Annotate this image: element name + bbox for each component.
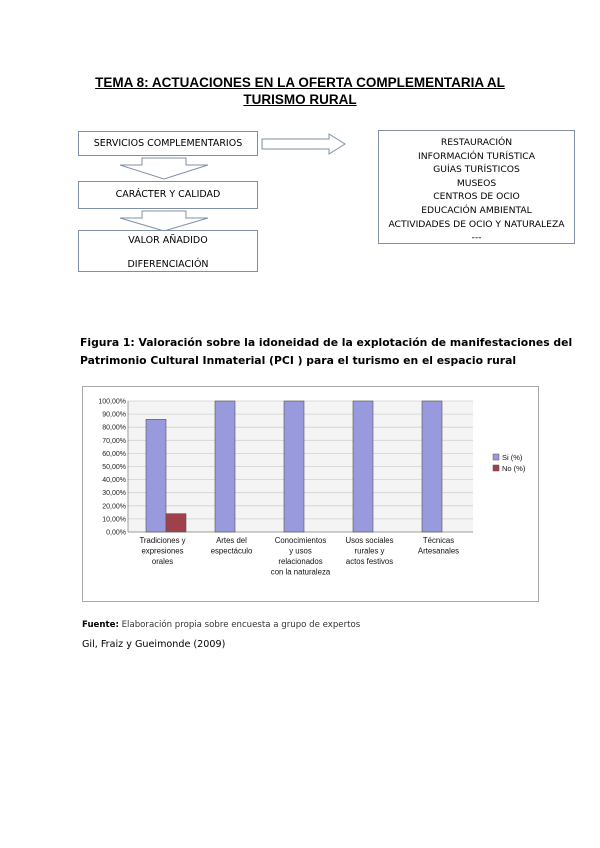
legend-swatch (493, 465, 499, 471)
bar-chart (83, 387, 538, 601)
bar-si (422, 401, 442, 532)
x-tick-label: actos festivos (345, 557, 394, 566)
chart-frame (82, 386, 539, 602)
servicios-label: SERVICIOS COMPLEMENTARIOS (93, 138, 243, 149)
valor-label: VALOR AÑADIDO (128, 235, 208, 246)
list-item: EDUCACIÓN AMBIENTAL (421, 204, 532, 216)
y-tick-label: 30,00% (102, 490, 126, 498)
y-tick-label: 60,00% (102, 450, 126, 458)
x-tick-label: con la naturaleza (270, 567, 331, 577)
x-tick-label: Artesanales (417, 546, 460, 556)
legend-label: Si (%) (502, 453, 523, 462)
servicios-list (378, 130, 575, 244)
y-tick-label: 100,00% (98, 398, 126, 406)
y-tick-label: 80,00% (102, 424, 126, 432)
bar-si (353, 401, 373, 532)
caracter-box (78, 181, 258, 209)
bar-si (146, 419, 166, 532)
source-label: Fuente: (82, 620, 119, 630)
list-item: --- (471, 232, 482, 244)
list-item: INFORMACIÓN TURÍSTICA (418, 150, 535, 162)
legend-label: No (%) (502, 464, 526, 473)
y-tick-label: 40,00% (102, 477, 126, 485)
bar-no (166, 514, 186, 532)
heading-line-1: TEMA 8: ACTUACIONES EN LA OFERTA COMPLEMENTARIA AL (95, 75, 505, 90)
figure-caption-line-1: Figura 1: Valoración sobre la idoneidad de la explotación de manifestaciones del (80, 336, 573, 349)
caracter-label: CARÁCTER Y CALIDAD (115, 189, 221, 200)
bar-si (215, 401, 235, 532)
list-item: ACTIVIDADES DE OCIO Y NATURALEZA (388, 218, 565, 230)
y-tick-label: 90,00% (102, 411, 126, 419)
y-tick-label: 70,00% (102, 437, 126, 445)
x-tick-label: Tradiciones y (139, 536, 186, 545)
x-tick-label: expresiones (141, 546, 184, 556)
y-tick-label: 0,00% (106, 529, 126, 537)
x-tick-label: Usos sociales (345, 536, 394, 545)
list-item: RESTAURACIÓN (440, 137, 513, 148)
x-tick-label: espectáculo (210, 546, 253, 556)
x-tick-label: Conocimientos (274, 536, 327, 545)
legend-swatch (493, 454, 499, 460)
figure-caption (80, 334, 580, 370)
x-tick-label: rurales y (354, 546, 385, 556)
source-text: Elaboración propia sobre encuesta a grupo de expertos (121, 620, 361, 630)
y-tick-label: 20,00% (102, 503, 126, 511)
x-tick-label: relacionados (278, 557, 323, 566)
heading-line-2: TURISMO RURAL (243, 92, 357, 107)
valor-box (78, 230, 258, 272)
x-tick-label: Artes del (216, 536, 247, 545)
x-tick-label: Técnicas (422, 536, 455, 545)
diferenciacion-label: DIFERENCIACIÓN (127, 259, 209, 270)
x-tick-label: orales (151, 557, 174, 566)
right-arrow-icon (261, 133, 347, 155)
x-tick-label: y usos (289, 546, 312, 556)
bar-si (284, 401, 304, 532)
y-tick-label: 10,00% (102, 516, 126, 524)
page-heading (60, 74, 540, 108)
list-item: GUÍAS TURÍSTICOS (433, 164, 520, 176)
author-citation: Gil, Fraiz y Gueimonde (2009) (82, 639, 226, 650)
servicios-box (78, 131, 258, 156)
down-arrow-icon-1 (116, 157, 212, 181)
source-note (82, 620, 360, 630)
list-item: MUSEOS (456, 177, 497, 189)
y-tick-label: 50,00% (102, 464, 126, 471)
down-arrow-icon-2 (116, 210, 212, 232)
list-item: CENTROS DE OCIO (433, 191, 520, 203)
figure-caption-line-2: Patrimonio Cultural Inmaterial (PCI ) para el turismo en el espacio rural (80, 354, 517, 367)
